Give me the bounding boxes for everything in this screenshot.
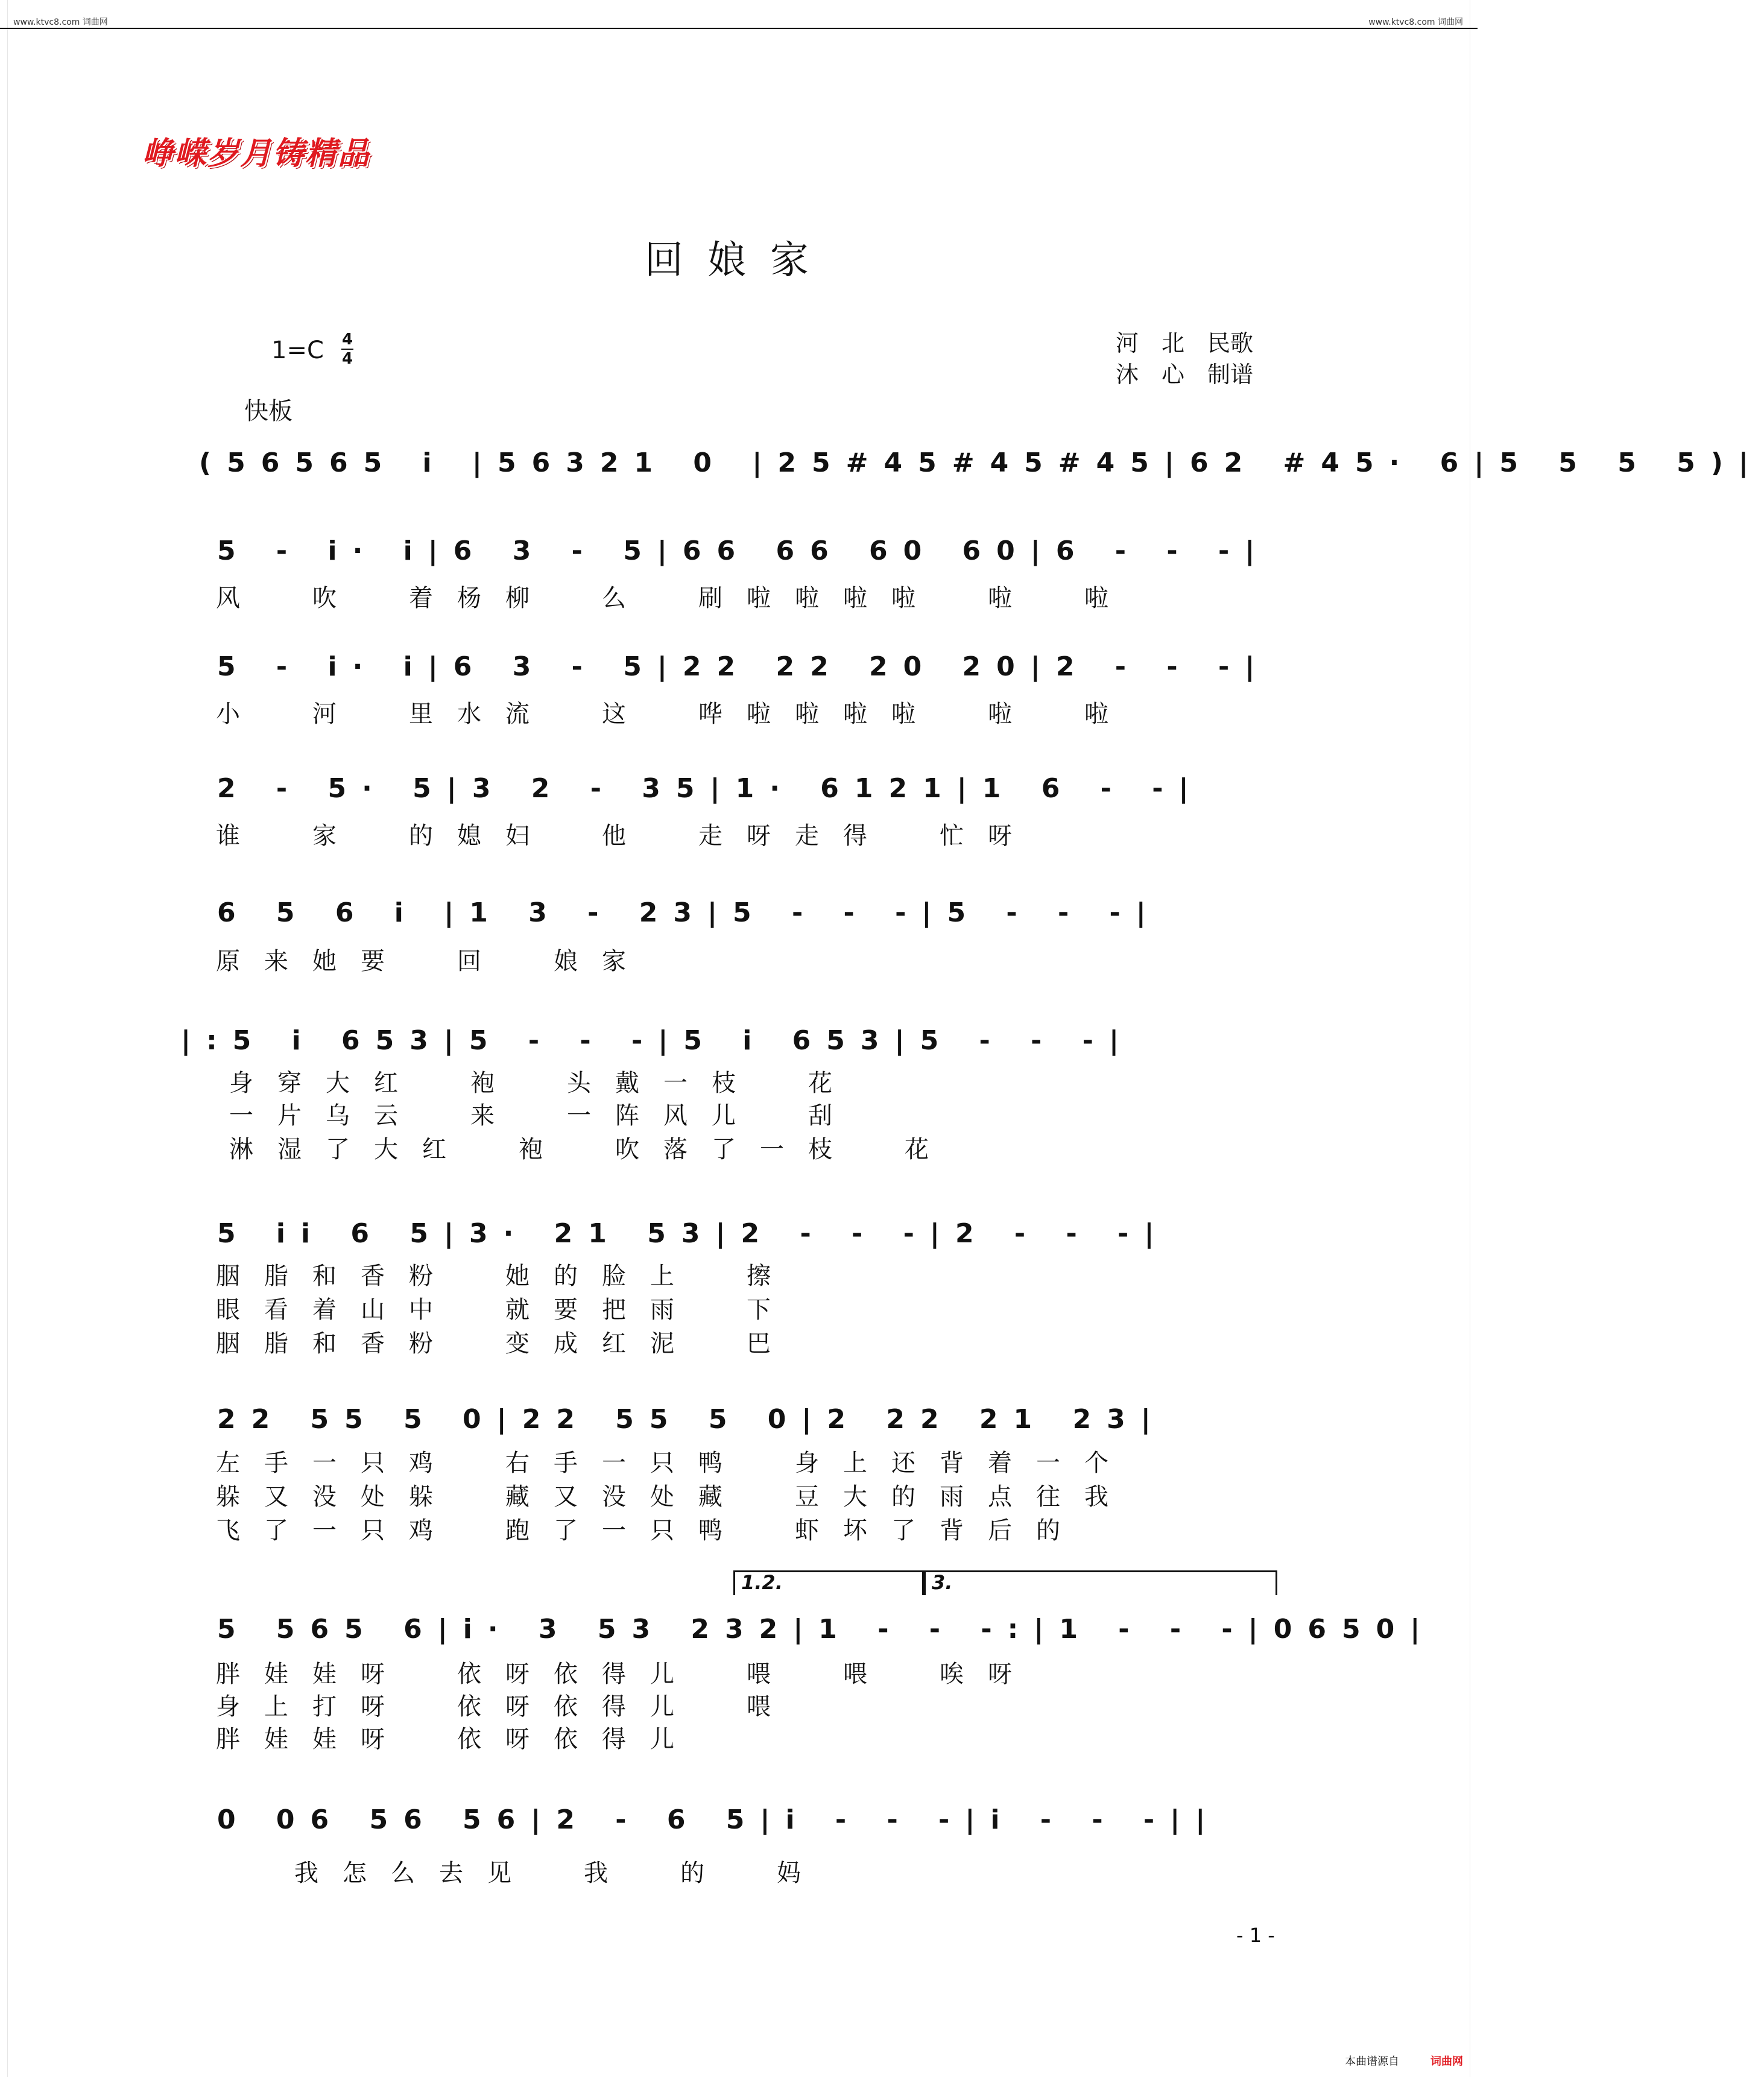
footer-site-name: 词曲网 xyxy=(1430,2055,1463,2068)
lyrics-line-7-verse-2: 眼看着山中 就要把雨 下 xyxy=(216,1296,795,1324)
lyrics-line-7-verse-1: 胭脂和香粉 她的脸上 擦 xyxy=(216,1262,795,1290)
volta-bracket-2 xyxy=(924,1570,1277,1595)
time-signature-top: 4 xyxy=(341,330,353,349)
notation-line-6: |:5 i 653|5 - - -|5 i 653|5 - - -| xyxy=(181,1025,1135,1056)
notation-line-1: (56565 i |56321 0 |25#45#45#45|62 #45· 6|5 5 5 5)| xyxy=(199,447,1764,478)
song-title: 回娘家 xyxy=(645,238,833,283)
lyrics-line-5: 原来她要 回 娘家 xyxy=(216,947,650,975)
lyrics-line-2: 风 吹 着杨柳 么 刷啦啦啦啦 啦 啦 xyxy=(216,584,1133,612)
notation-line-8: 22 55 5 0|22 55 5 0|2 22 21 23| xyxy=(217,1404,1166,1435)
key-signature: 1=C xyxy=(271,337,324,364)
time-signature xyxy=(341,330,353,368)
notation-line-2: 5 - i· i|6 3 - 5|66 66 60 60|6 - - -| xyxy=(217,536,1271,566)
brand-slogan: 峥嵘岁月铸精品 xyxy=(142,135,371,172)
notation-line-9: 5 565 6|i· 3 53 232|1 - - -:|1 - - -|0650| xyxy=(217,1614,1436,1645)
notation-line-7: 5 ii 6 5|3· 21 53|2 - - -|2 - - -| xyxy=(217,1218,1170,1249)
tempo-marking: 快板 xyxy=(244,397,292,425)
lyrics-line-9-verse-2: 身上打呀 依呀依得儿 喂 xyxy=(216,1693,795,1721)
lyrics-line-6-verse-3: 淋湿了大红 袍 吹落了一枝 花 xyxy=(229,1136,953,1163)
notation-line-5: 6 5 6 i |1 3 - 23|5 - - -|5 - - -| xyxy=(217,897,1162,928)
notation-line-3: 5 - i· i|6 3 - 5|22 22 20 20|2 - - -| xyxy=(217,651,1271,682)
lyrics-line-6-verse-1: 身穿大红 袍 头戴一枝 花 xyxy=(229,1069,856,1097)
right-margin-strip xyxy=(1470,0,1478,2077)
lyrics-line-7-verse-3: 胭脂和香粉 变成红泥 巴 xyxy=(216,1330,795,1358)
lyrics-line-10: 我怎么去见 我 的 妈 xyxy=(294,1859,825,1887)
credit-composer: 河 北 民歌 xyxy=(1116,330,1254,356)
lyrics-line-8-verse-2: 躲又没处躲 藏又没处藏 豆大的雨点往我 xyxy=(216,1483,1133,1511)
header-right-url: www.ktvc8.com 词曲网 xyxy=(1368,17,1463,27)
lyrics-line-8-verse-3: 飞了一只鸡 跑了一只鸭 虾坏了背后的 xyxy=(216,1517,1084,1544)
lyrics-line-9-verse-3: 胖娃娃呀 依呀依得儿 xyxy=(216,1725,698,1753)
lyrics-line-8-verse-1: 左手一只鸡 右手一只鸭 身上还背着一个 xyxy=(216,1449,1133,1477)
credit-arranger: 沐 心 制谱 xyxy=(1116,361,1254,388)
header-rule xyxy=(0,28,1478,29)
lyrics-line-9-verse-1: 胖娃娃呀 依呀依得儿 喂 喂 唉呀 xyxy=(216,1660,1036,1688)
notation-line-4: 2 - 5· 5|3 2 - 35|1· 6121|1 6 - -| xyxy=(217,773,1204,804)
time-signature-bottom: 4 xyxy=(341,350,353,368)
volta-label-2: 3. xyxy=(932,1571,953,1594)
lyrics-line-3: 小 河 里水流 这 哗啦啦啦啦 啦 啦 xyxy=(216,700,1133,728)
volta-label-1: 1.2. xyxy=(741,1571,783,1594)
page-number: - 1 - xyxy=(1236,1924,1275,1947)
header-left-url: www.ktvc8.com 词曲网 xyxy=(13,17,108,27)
lyrics-line-6-verse-2: 一片乌云 来 一阵风儿 刮 xyxy=(229,1102,856,1130)
volta-bracket-1 xyxy=(733,1570,924,1595)
notation-line-10: 0 06 56 56|2 - 6 5|i - - -|i - - -|| xyxy=(217,1804,1221,1835)
lyrics-line-4: 谁 家 的媳妇 他 走呀走得 忙呀 xyxy=(216,822,1036,850)
left-margin-strip xyxy=(0,0,8,2077)
footer-source: 本曲谱源自 xyxy=(1345,2055,1399,2068)
